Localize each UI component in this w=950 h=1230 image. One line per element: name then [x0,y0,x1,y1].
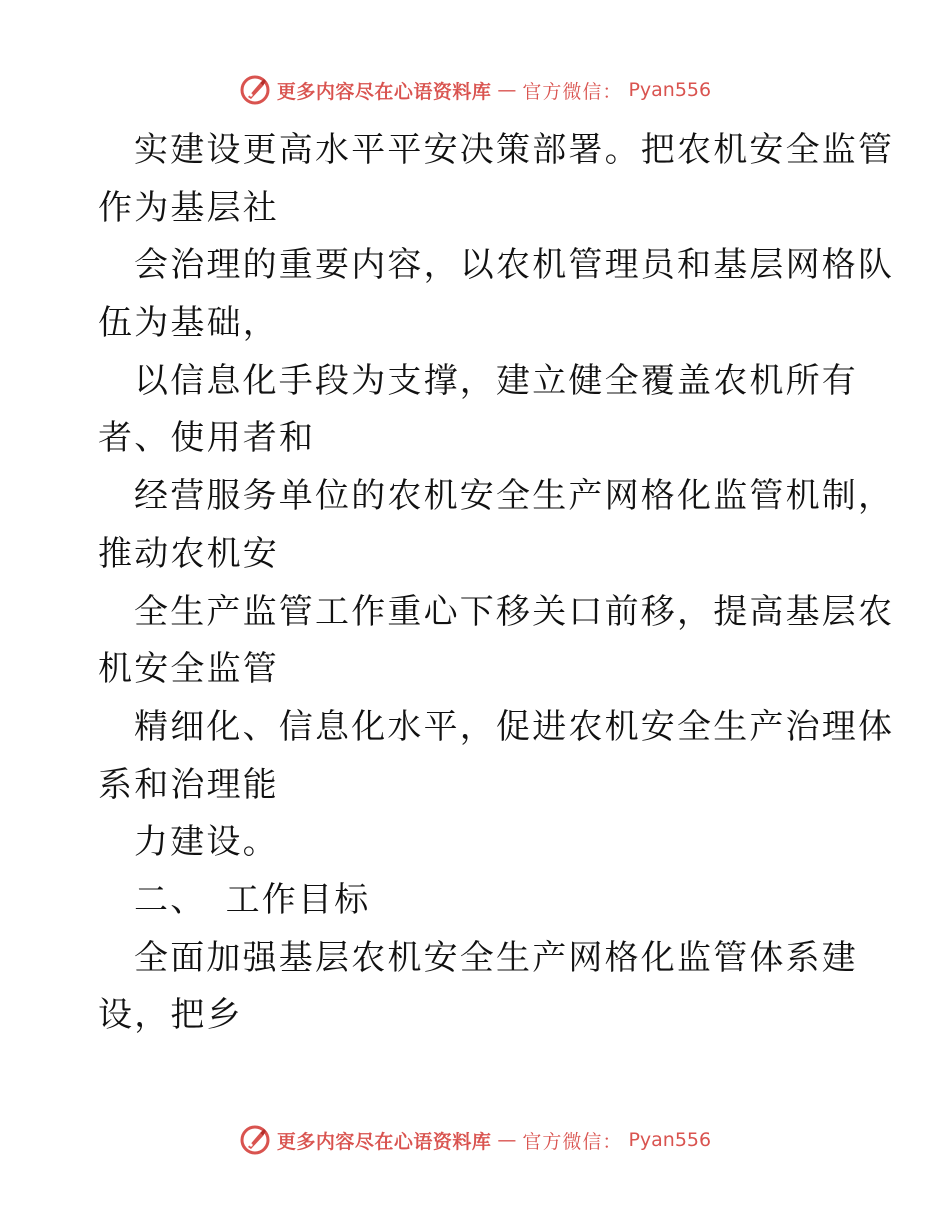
watermark-title: 更多内容尽在心语资料库 [276,1130,492,1153]
text-line: 作为基层社 [98,187,279,228]
text-line: 以信息化手段为支撑，建立健全覆盖农机所有 [134,360,858,401]
watermark-title: 更多内容尽在心语资料库 [276,80,492,103]
text-line: 会治理的重要内容，以农机管理员和基层网格队 [134,245,895,286]
text-line: 推动农机安 [98,533,279,574]
document-body [98,122,895,1045]
text-line: 系和治理能 [98,764,279,805]
watermark-separator: — [497,1129,517,1151]
text-line: 力建设。 [134,822,279,863]
text-line: 实建设更高水平平安决策部署。把农机安全监管 [134,130,895,170]
text-line: 精细化、信息化水平，促进农机安全生产治理体 [134,706,895,747]
text-line: 设，把乡 [98,995,243,1036]
text-line: 全面加强基层农机安全生产网格化监管体系建 [134,937,858,978]
pen-nib-logo-icon [239,1124,271,1156]
text-line: 机安全监管 [98,649,279,690]
text-line: 全生产监管工作重心下移关口前移，提高基层农 [134,591,895,632]
pen-nib-logo-icon [239,74,271,106]
watermark-account: Pyan556 [628,1129,712,1151]
footer-watermark [0,1120,950,1160]
text-line: 者、使用者和 [98,418,316,459]
header-watermark [0,70,950,110]
watermark-account: Pyan556 [628,79,712,101]
watermark-separator: — [497,79,517,101]
watermark-label: 官方微信： [522,1130,623,1153]
section-heading: 二、 工作目标 [134,879,371,920]
watermark-label: 官方微信： [522,80,623,103]
text-line: 伍为基础， [98,303,279,344]
text-line: 经营服务单位的农机安全生产网格化监管机制， [134,476,895,517]
